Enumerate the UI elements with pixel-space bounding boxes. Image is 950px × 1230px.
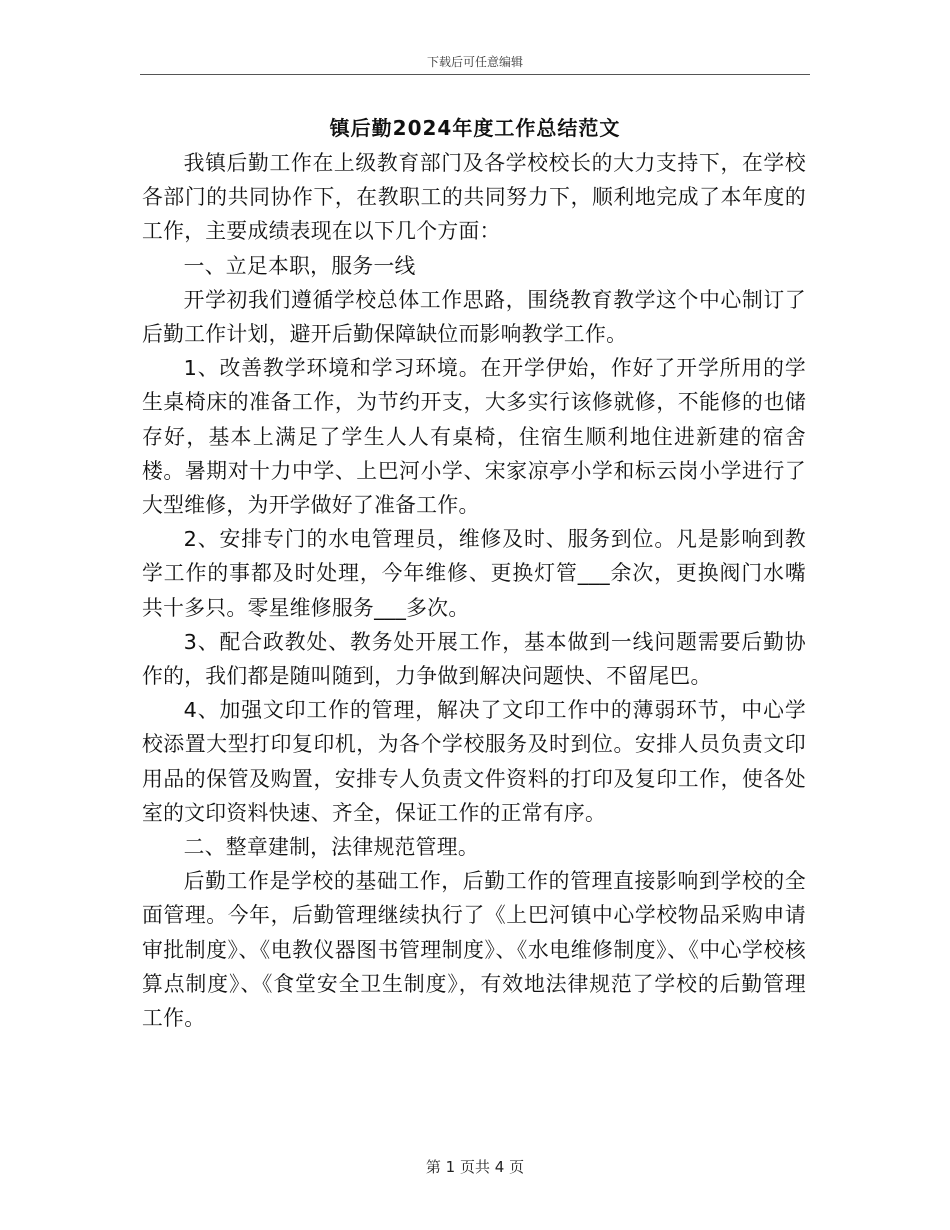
section-heading-2: 二、整章建制，法律规范管理。 (183, 835, 479, 860)
section-heading-1: 一、立足本职，服务一线 (183, 253, 416, 278)
paragraph-intro: 我镇后勤工作在上级教育部门及各学校校长的大力支持下，在学校各部门的共同协作下，在教职工的共同努力下，顺利地完成了本年度的工作，主要成绩表现在以下几个方面： (142, 151, 806, 244)
paragraph: 3、配合政教处、教务处开展工作，基本做到一线问题需要后勤协作的，我们都是随叫随到，力争做到解决问题快、不留尾巴。 (142, 629, 806, 689)
document-body (142, 146, 806, 1035)
page-number: 第 1 页共 4 页 (425, 1158, 525, 1176)
paragraph: 2、安排专门的水电管理员，维修及时、服务到位。凡是影响到教学工作的事都及时处理，今年维修、更换灯管___余次，更换阀门水嘴共十多只。零星维修服务___多次。 (142, 527, 806, 620)
document-title: 镇后勤2024年度工作总结范文 (329, 116, 621, 140)
paragraph: 后勤工作是学校的基础工作，后勤工作的管理直接影响到学校的全面管理。今年，后勤管理继续执行了《上巴河镇中心学校物品采购申请审批制度》、《电教仪器图书管理制度》、《水电维修制度》、《中心学校核算点制度》、《食堂安全卫生制度》，有效地法律规范了学校的后勤管理工作。 (142, 869, 806, 1031)
paragraph: 开学初我们遵循学校总体工作思路，围绕教育教学这个中心制订了后勤工作计划，避开后勤保障缺位而影响教学工作。 (142, 287, 806, 347)
paragraph: 4、加强文印工作的管理，解决了文印工作中的薄弱环节，中心学校添置大型打印复印机，为各个学校服务及时到位。安排人员负责文印用品的保管及购置，安排专人负责文件资料的打印及复印工作，使各处室的文印资料快速、齐全，保证工作的正常有序。 (142, 698, 806, 825)
header-note: 下载后可任意编辑 (426, 55, 523, 69)
header-divider (140, 74, 810, 75)
paragraph: 1、改善教学环境和学习环境。在开学伊始，作好了开学所用的学生桌椅床的准备工作，为节约开支，大多实行该修就修，不能修的也储存好，基本上满足了学生人人有桌椅，住宿生顺利地住进新建的宿舍楼。暑期对十力中学、上巴河小学、宋家凉亭小学和标云岗小学进行了大型维修，为开学做好了准备工作。 (142, 356, 806, 518)
